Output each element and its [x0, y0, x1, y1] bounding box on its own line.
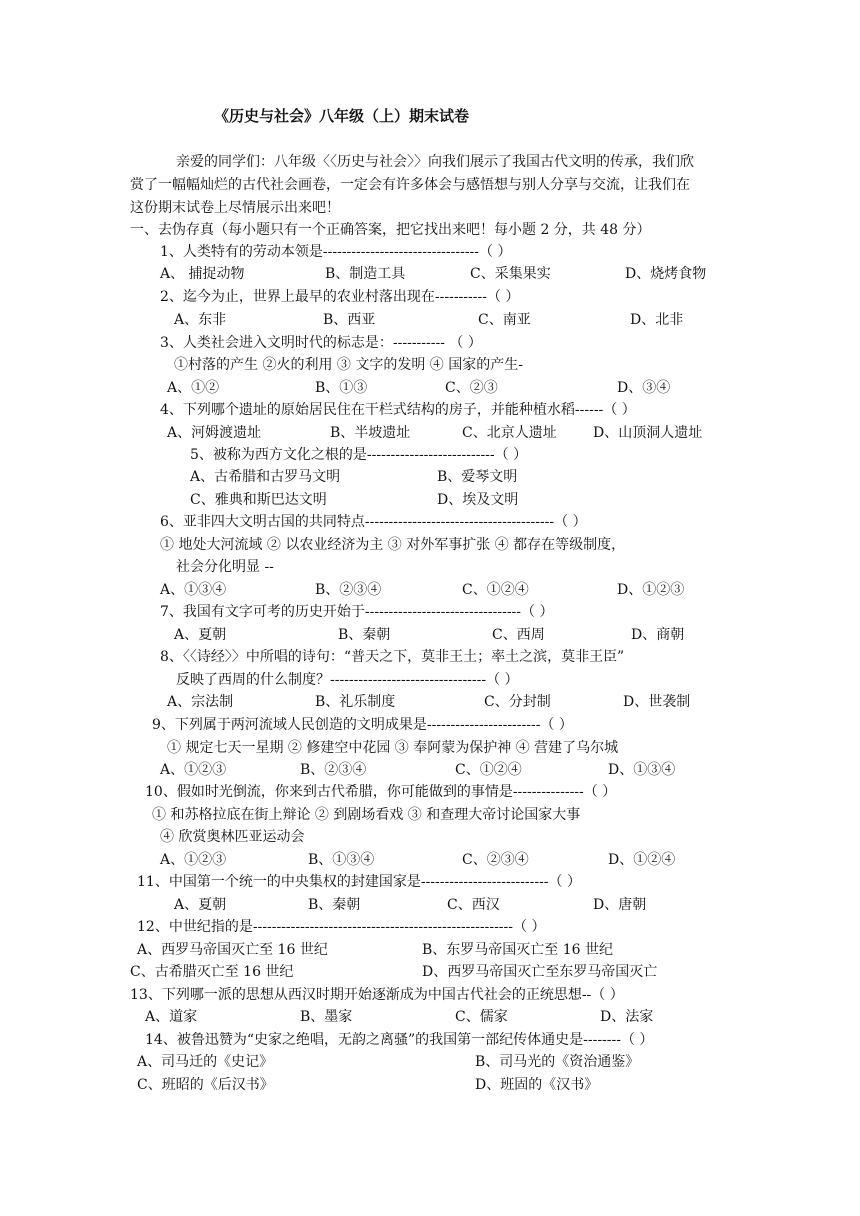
- question-stem: 5、被称为西方文化之根的是---------------------------（ ）: [190, 447, 528, 463]
- question-stem: 11、中国第一个统一的中央集权的封建国家是---------------------------（ ）: [137, 874, 581, 890]
- option: D、北非: [630, 312, 684, 328]
- option: B、东罗马帝国灭亡至 16 世纪: [422, 942, 614, 958]
- option: D、①③④: [608, 762, 676, 778]
- question-stem: 9、下列属于两河流域人民创造的文明成果是------------------------（ ）: [152, 717, 573, 733]
- intro-line: 亲爱的同学们：八年级〈〈历史与社会〉〉向我们展示了我国古代文明的传承，我们欣: [176, 154, 694, 170]
- question-stem: 13、下列哪一派的思想从西汉时期开始逐渐成为中国古代社会的正统思想--（ ）: [130, 987, 624, 1003]
- question-statements: ④ 欣赏奥林匹亚运动会: [160, 829, 305, 845]
- option: B、②③④: [315, 582, 382, 598]
- option: B、墨家: [300, 1009, 353, 1025]
- option: C、班昭的《后汉书》: [137, 1077, 274, 1093]
- option: A、宗法制: [167, 694, 234, 710]
- question-stem: 1、人类特有的劳动本领是---------------------------------（ ）: [160, 244, 512, 260]
- option: C、②③④: [462, 852, 529, 868]
- option: C、西汉: [447, 897, 500, 913]
- option: B、②③④: [300, 762, 367, 778]
- option: C、北京人遗址: [462, 425, 557, 441]
- option: C、采集果实: [470, 266, 551, 282]
- section-heading: 一、去伪存真（每小题只有一个正确答案，把它找出来吧！每小题 2 分，共 48 分）: [130, 222, 651, 238]
- question-statements: ① 规定七天一星期 ② 修建空中花园 ③ 奉阿蒙为保护神 ④ 营建了乌尔城: [167, 740, 619, 756]
- option: A、司马迁的《史记》: [137, 1054, 274, 1070]
- question-stem: 4、下列哪个遗址的原始居民住在干栏式结构的房子，并能种植水稻------（ ）: [160, 402, 636, 418]
- option: A、西罗马帝国灭亡至 16 世纪: [137, 942, 328, 958]
- option: D、烧烤食物: [625, 266, 707, 282]
- option: B、司马光的《资治通鉴》: [475, 1054, 640, 1070]
- option: C、儒家: [455, 1009, 508, 1025]
- option: D、世袭制: [623, 694, 691, 710]
- intro-line: 赏了一幅幅灿烂的古代社会画卷，一定会有许多体会与感悟想与别人分享与交流，让我们在: [130, 177, 690, 193]
- option: A、①②③: [160, 852, 227, 868]
- option: C、①②④: [462, 582, 529, 598]
- option: D、③④: [617, 380, 671, 396]
- option: A、①②: [167, 380, 220, 396]
- option: D、唐朝: [593, 897, 647, 913]
- option: A、东非: [174, 312, 227, 328]
- option: A、①②③: [160, 762, 227, 778]
- question-stem: 反映了西周的什么制度？---------------------------------（ ）: [176, 672, 519, 688]
- question-stem: 14、被鲁迅赞为“史家之绝唱，无韵之离骚”的我国第一部纪传体通史是--------（ ）: [145, 1032, 654, 1048]
- option: C、雅典和斯巴达文明: [190, 492, 327, 508]
- option: C、②③: [445, 380, 498, 396]
- option: C、古希腊灭亡至 16 世纪: [130, 964, 294, 980]
- option: A、①③④: [160, 582, 227, 598]
- option: C、西周: [492, 627, 545, 643]
- option: D、法家: [600, 1009, 654, 1025]
- question-statements: ①村落的产生 ②火的利用 ③ 文字的发明 ④ 国家的产生-: [174, 357, 523, 373]
- option: A、古希腊和古罗马文明: [190, 469, 341, 485]
- option: B、①③④: [308, 852, 375, 868]
- option: B、爱琴文明: [437, 469, 518, 485]
- option: B、礼乐制度: [315, 694, 396, 710]
- question-stem: 10、假如时光倒流，你来到古代希腊，你可能做到的事情是---------------（ ）: [145, 784, 617, 800]
- option: D、山顶洞人遗址: [593, 425, 703, 441]
- question-stem: 6、亚非四大文明古国的共同特点----------------------------------------（ ）: [160, 514, 587, 530]
- question-stem: 8、〈〈诗经〉〉中所唱的诗句：“普天之下，莫非王土；率土之滨，莫非王臣”: [160, 649, 625, 665]
- option: B、西亚: [323, 312, 376, 328]
- page-title: 《历史与社会》八年级（上）期末试卷: [214, 107, 470, 125]
- question-stem: 12、中世纪指的是-------------------------------------------------------（ ）: [137, 919, 546, 935]
- option: A、河姆渡遗址: [167, 425, 262, 441]
- option: D、①②③: [617, 582, 685, 598]
- question-stem: 7、我国有文字可考的历史开始于---------------------------------（ ）: [160, 604, 554, 620]
- question-statements: ① 和苏格拉底在街上辩论 ② 到剧场看戏 ③ 和查理大帝讨论国家大事: [152, 807, 581, 823]
- question-statements: 社会分化明显 --: [176, 559, 274, 575]
- option: B、半坡遗址: [330, 425, 411, 441]
- option: B、秦朝: [308, 897, 361, 913]
- question-stem: 2、迄今为止，世界上最早的农业村落出现在-----------（ ）: [160, 289, 520, 305]
- option: A、夏朝: [174, 627, 227, 643]
- option: B、制造工具: [325, 266, 406, 282]
- option: D、西罗马帝国灭亡至东罗马帝国灭亡: [422, 964, 658, 980]
- option: C、南亚: [478, 312, 531, 328]
- option: C、分封制: [484, 694, 551, 710]
- option: A、夏朝: [174, 897, 227, 913]
- option: D、①②④: [608, 852, 676, 868]
- option: D、埃及文明: [437, 492, 519, 508]
- option: A、 捕捉动物: [160, 266, 245, 282]
- question-stem: 3、人类社会进入文明时代的标志是：----------- （ ）: [160, 335, 482, 351]
- option: B、①③: [315, 380, 368, 396]
- option: A、道家: [145, 1009, 198, 1025]
- option: D、班固的《汉书》: [475, 1077, 599, 1093]
- question-statements: ① 地处大河流域 ② 以农业经济为主 ③ 对外军事扩张 ④ 都存在等级制度，: [160, 537, 626, 553]
- option: D、商朝: [631, 627, 685, 643]
- intro-line: 这份期末试卷上尽情展示出来吧！: [130, 200, 340, 216]
- option: C、①②④: [455, 762, 522, 778]
- option: B、秦朝: [338, 627, 391, 643]
